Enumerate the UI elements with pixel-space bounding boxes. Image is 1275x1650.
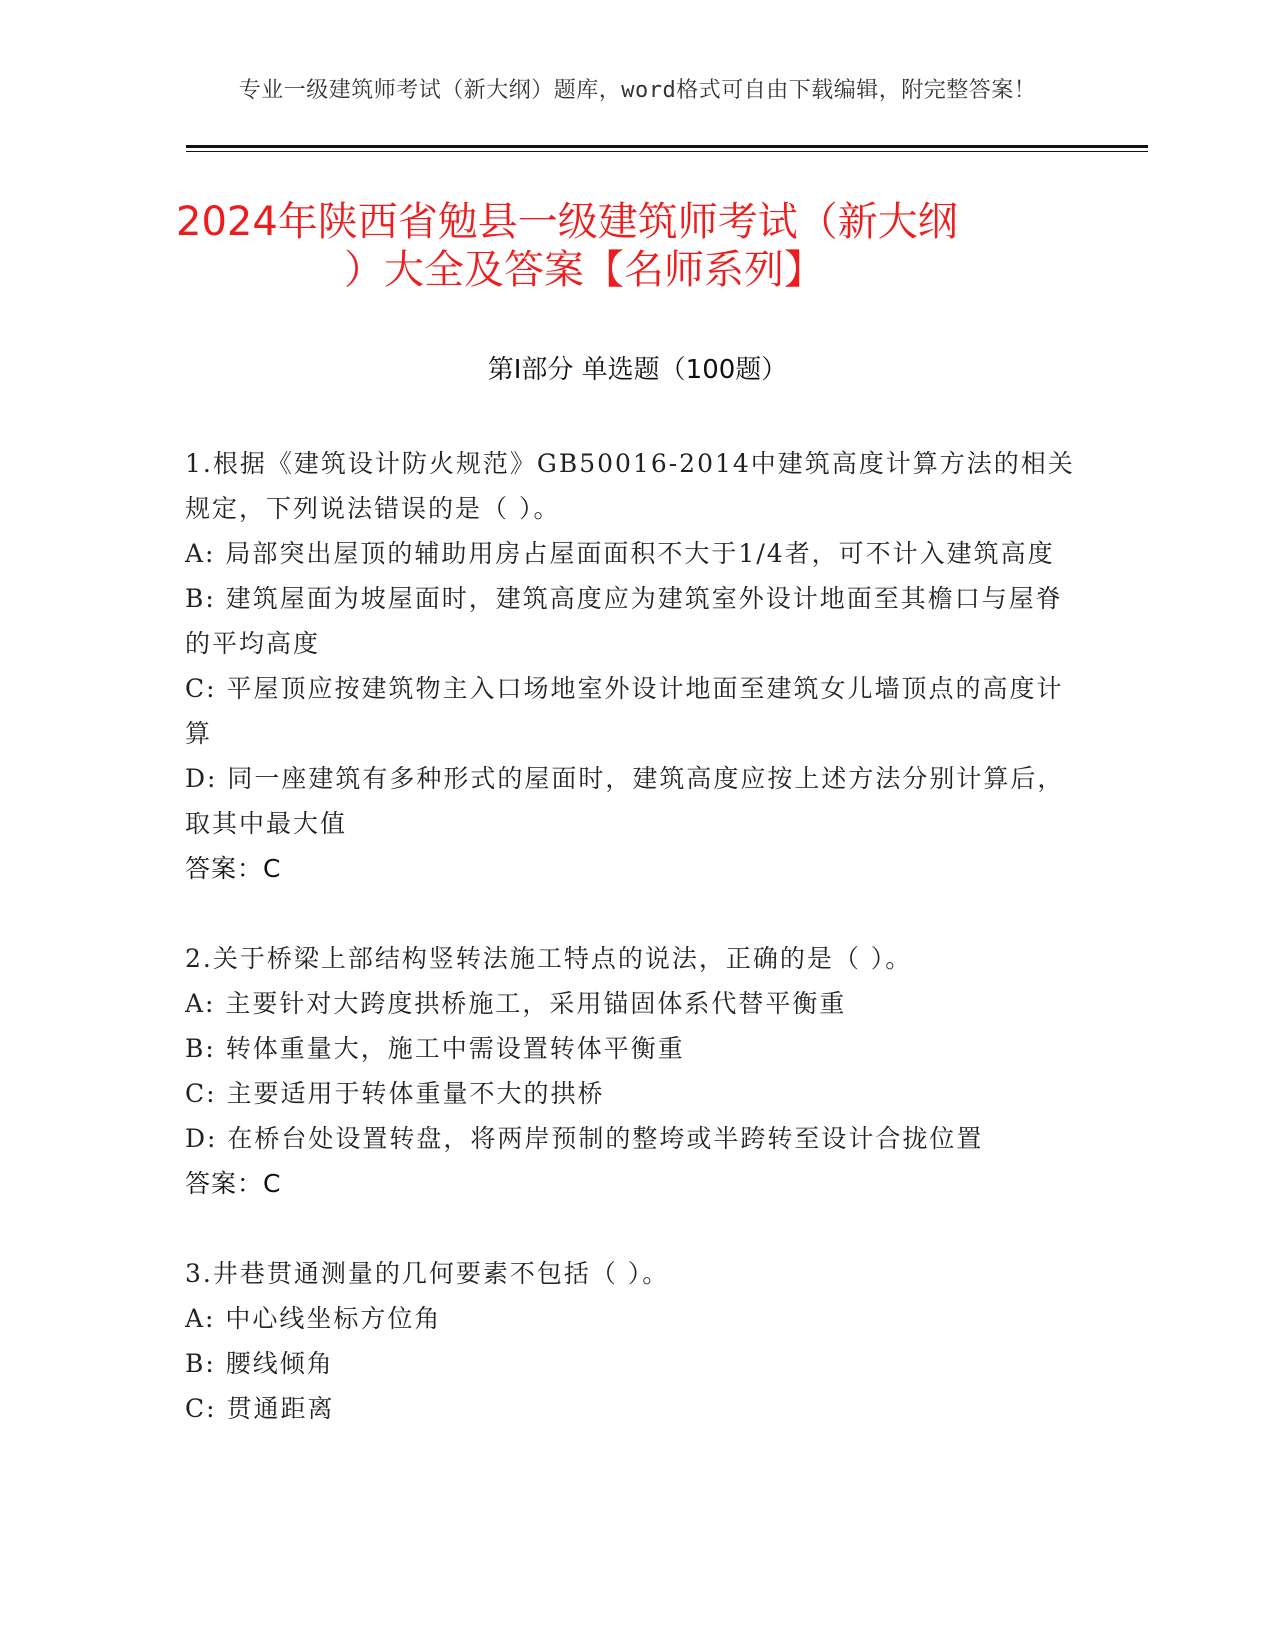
question-stem: 1.根据《建筑设计防火规范》GB50016-2014中建筑高度计算方法的相关规定，下列说法错误的是（ ）。 bbox=[185, 449, 1075, 523]
option-d: D: 在桥台处设置转盘，将两岸预制的整垮或半跨转至设计合拢位置 bbox=[185, 1124, 984, 1153]
option-b: B: 腰线倾角 bbox=[185, 1349, 334, 1378]
title-line-1: 2024年陕西省勉县一级建筑师考试（新大纲 bbox=[176, 199, 958, 245]
option-c: C: 贯通距离 bbox=[185, 1394, 335, 1423]
question-2 bbox=[185, 936, 1085, 1206]
question-3 bbox=[185, 1251, 1085, 1431]
option-c: C: 主要适用于转体重量不大的拱桥 bbox=[185, 1079, 605, 1108]
page-header: 专业一级建筑师考试（新大纲）题库，word格式可自由下载编辑，附完整答案！ bbox=[238, 78, 1037, 103]
option-d: D: 同一座建筑有多种形式的屋面时，建筑高度应按上述方法分别计算后，取其中最大值 bbox=[185, 764, 1065, 838]
option-a: A: 主要针对大跨度拱桥施工，采用锚固体系代替平衡重 bbox=[185, 989, 847, 1018]
document-title bbox=[176, 198, 1101, 294]
option-a: A: 局部突出屋顶的辅助用房占屋面面积不大于1/4者，可不计入建筑高度 bbox=[185, 539, 1055, 568]
question-1 bbox=[185, 441, 1085, 891]
answer: 答案：C bbox=[185, 854, 282, 883]
option-b: B: 转体重量大，施工中需设置转体平衡重 bbox=[185, 1034, 685, 1063]
header-rule-thick bbox=[186, 145, 1148, 148]
question-stem: 3.井巷贯通测量的几何要素不包括（ ）。 bbox=[185, 1259, 670, 1288]
title-line-2: ）大全及答案【名师系列】 bbox=[344, 247, 824, 293]
option-b: B: 建筑屋面为坡屋面时，建筑高度应为建筑室外设计地面至其檐口与屋脊的平均高度 bbox=[185, 584, 1063, 658]
question-list bbox=[185, 441, 1085, 1476]
answer: 答案：C bbox=[185, 1169, 282, 1198]
header-rule-thin bbox=[186, 151, 1148, 152]
option-a: A: 中心线坐标方位角 bbox=[185, 1304, 442, 1333]
question-stem: 2.关于桥梁上部结构竖转法施工特点的说法，正确的是（ ）。 bbox=[185, 944, 913, 973]
section-heading: 第I部分 单选题（100题） bbox=[487, 355, 788, 385]
option-c: C: 平屋顶应按建筑物主入口场地室外设计地面至建筑女儿墙顶点的高度计算 bbox=[185, 674, 1064, 748]
